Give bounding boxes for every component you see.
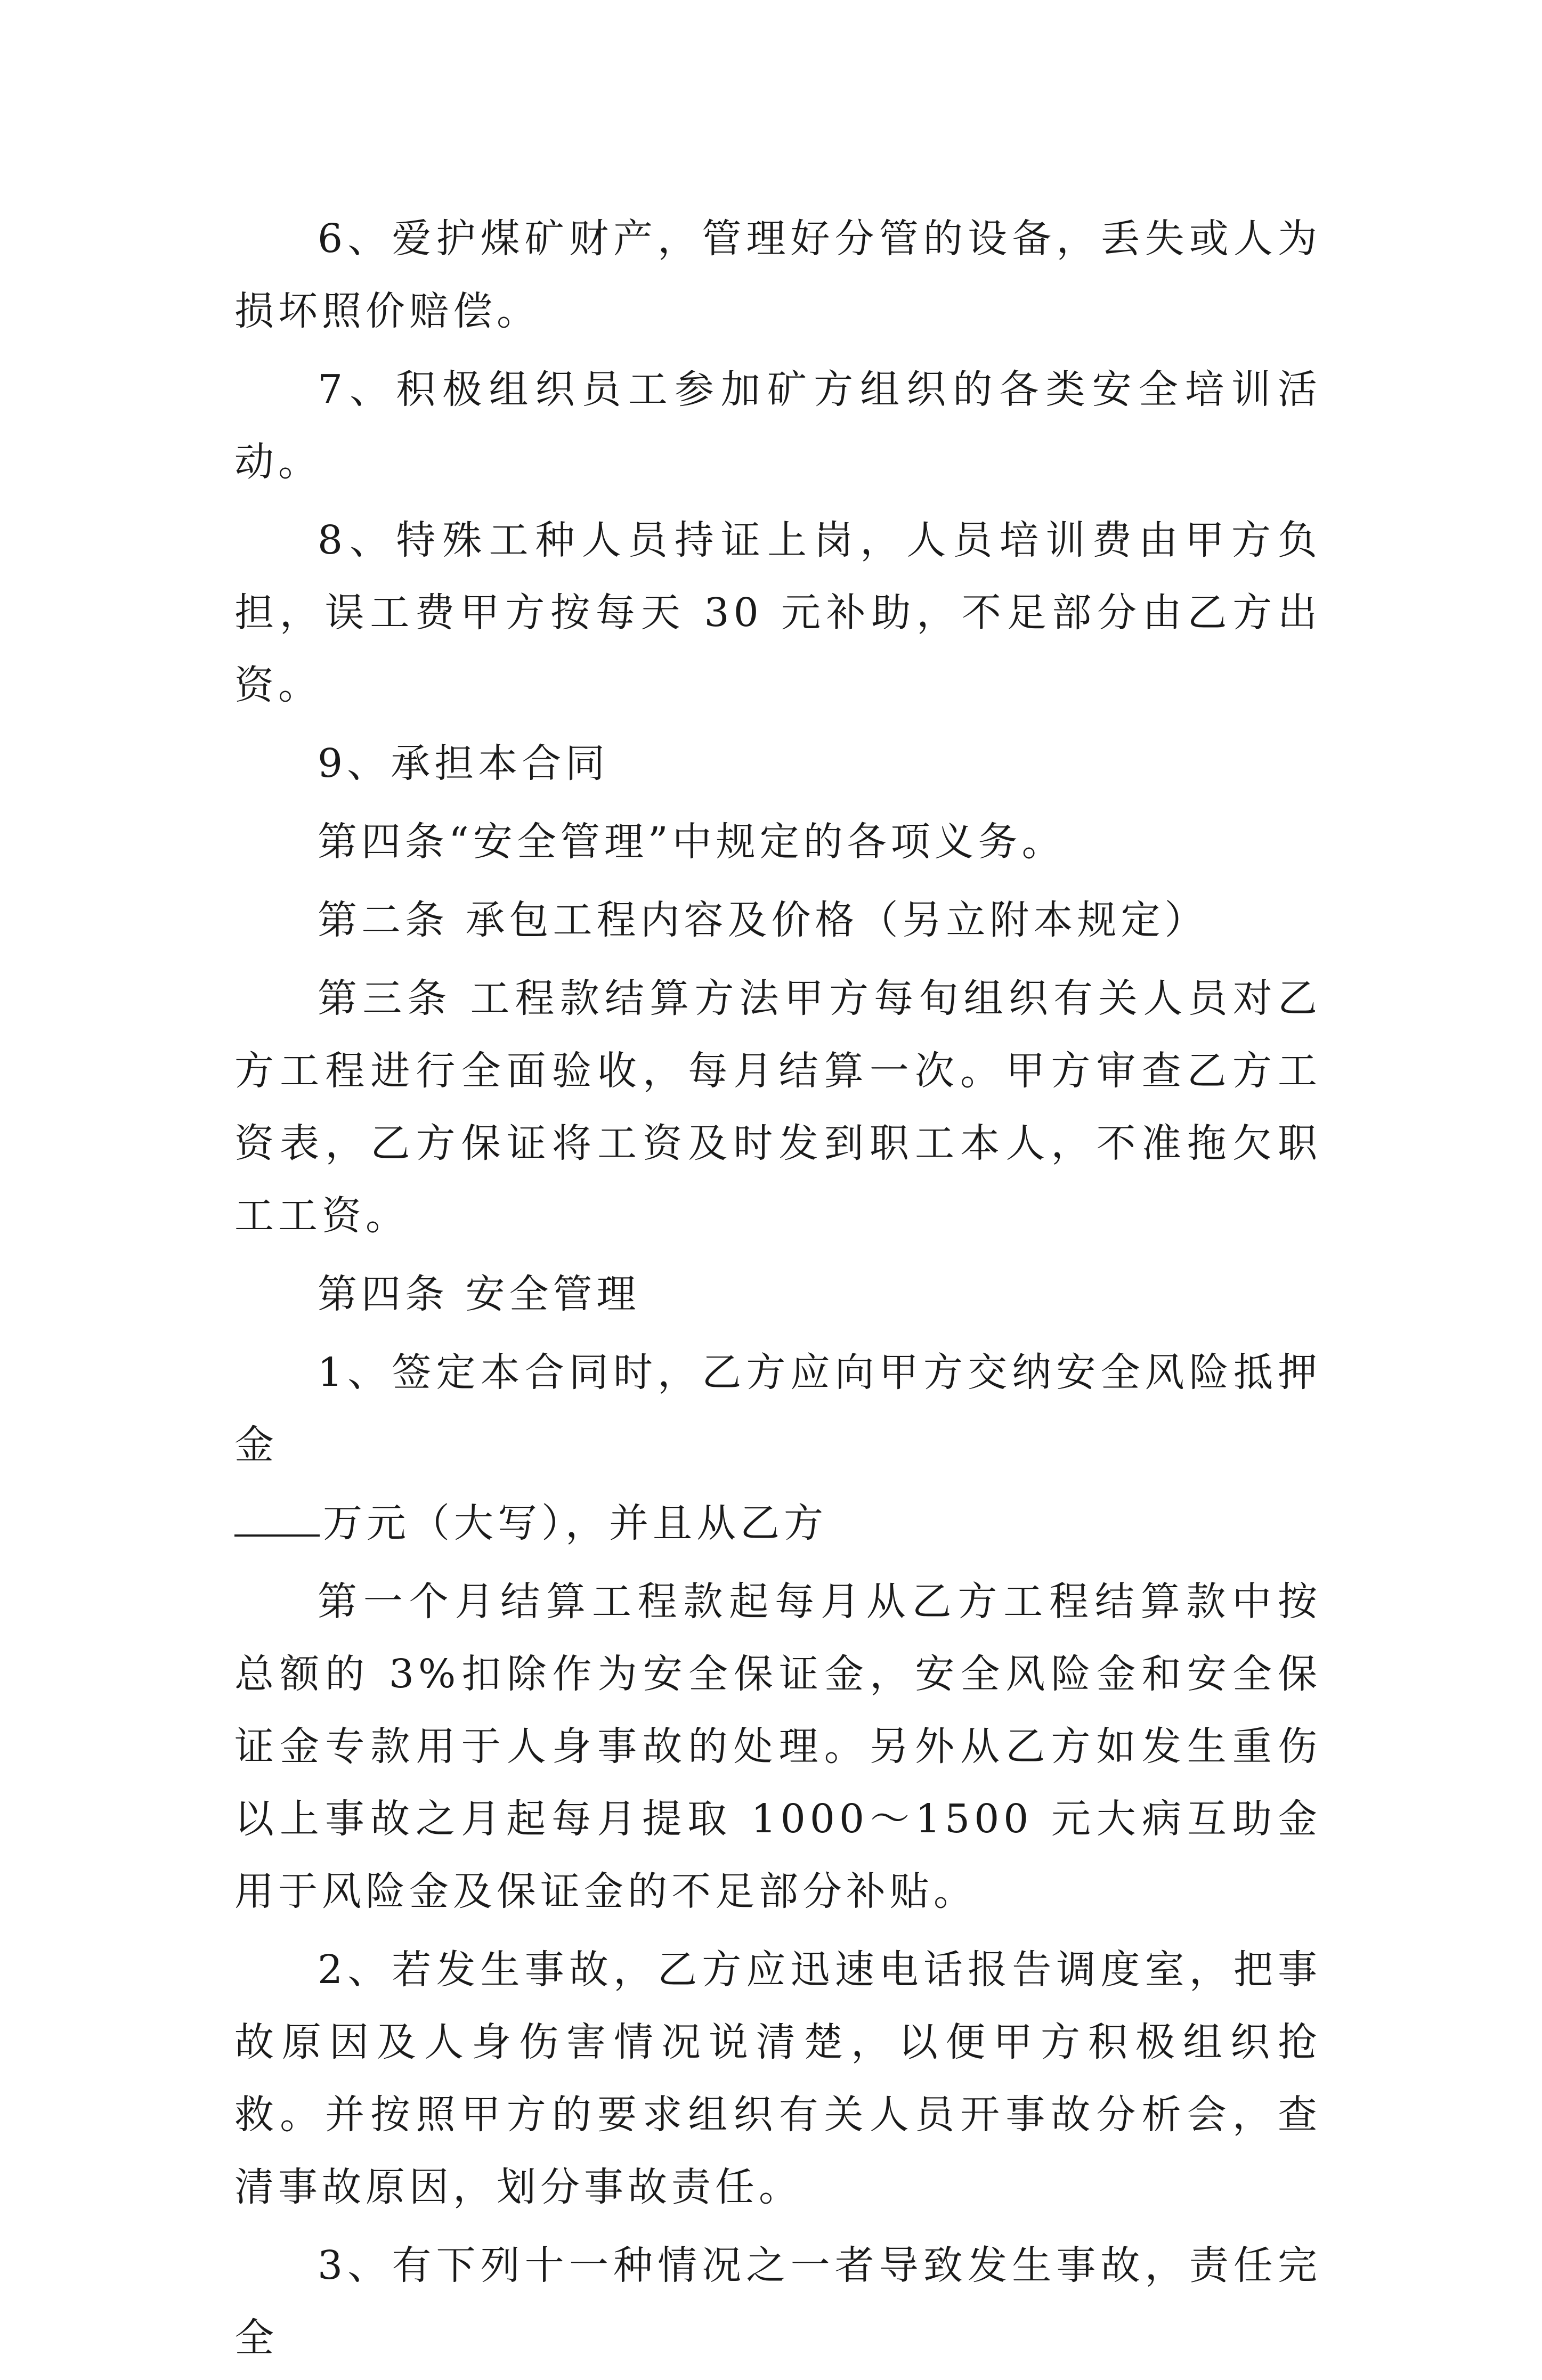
paragraph-article-2: 第二条 承包工程内容及价格（另立附本规定） — [318, 897, 1208, 943]
paragraph-article-4-heading: 第四条 安全管理 — [318, 1271, 640, 1317]
deposit-amount-text: 万元（大写），并且从乙方 — [323, 1500, 827, 1546]
paragraph-safety-item-1: 1、签定本合同时，乙方应向甲方交纳安全风险抵押金 — [234, 1350, 1321, 1468]
paragraph-article-3: 第三条 工程款结算方法甲方每旬组织有关人员对乙方工程进行全面验收，每月结算一次。甲方审查乙方工资表，乙方保证将工资及时发到职工本人，不准拖欠职工工资。 — [234, 976, 1321, 1239]
paragraph-safety-item-2: 2、若发生事故，乙方应迅速电话报告调度室，把事故原因及人身伤害情况说清楚，以便甲方积极组织抢救。并按照甲方的要求组织有关人员开事故分析会，查清事故原因，划分事故责任。 — [234, 1947, 1321, 2210]
document-page — [234, 202, 1321, 2380]
paragraph-article-4-reference: 第四条“安全管理”中规定的各项义务。 — [318, 819, 1066, 865]
paragraph-item-8: 8、特殊工种人员持证上岗，人员培训费由甲方负担，误工费甲方按每天 30 元补助，不足部分由乙方出资。 — [234, 517, 1321, 708]
paragraph-item-9: 9、承担本合同 — [318, 741, 610, 786]
paragraph-safety-item-3: 3、有下列十一种情况之一者导致发生事故，责任完全 — [234, 2243, 1321, 2361]
blank-amount-field — [234, 1497, 320, 1537]
paragraph-settlement-deduction: 第一个月结算工程款起每月从乙方工程结算款中按总额的 3%扣除作为安全保证金，安全风险金和安全保证金专款用于人身事故的处理。另外从乙方如发生重伤以上事故之月起每月提取 1000～1500 元大病互助金用于风险金及保证金的不足部分补贴。 — [234, 1579, 1321, 1914]
paragraph-deposit-amount — [234, 1487, 1321, 1559]
paragraph-item-7: 7、积极组织员工参加矿方组织的各类安全培训活动。 — [234, 367, 1321, 485]
paragraph-item-6: 6、爱护煤矿财产，管理好分管的设备，丢失或人为损坏照价赔偿。 — [234, 216, 1321, 334]
